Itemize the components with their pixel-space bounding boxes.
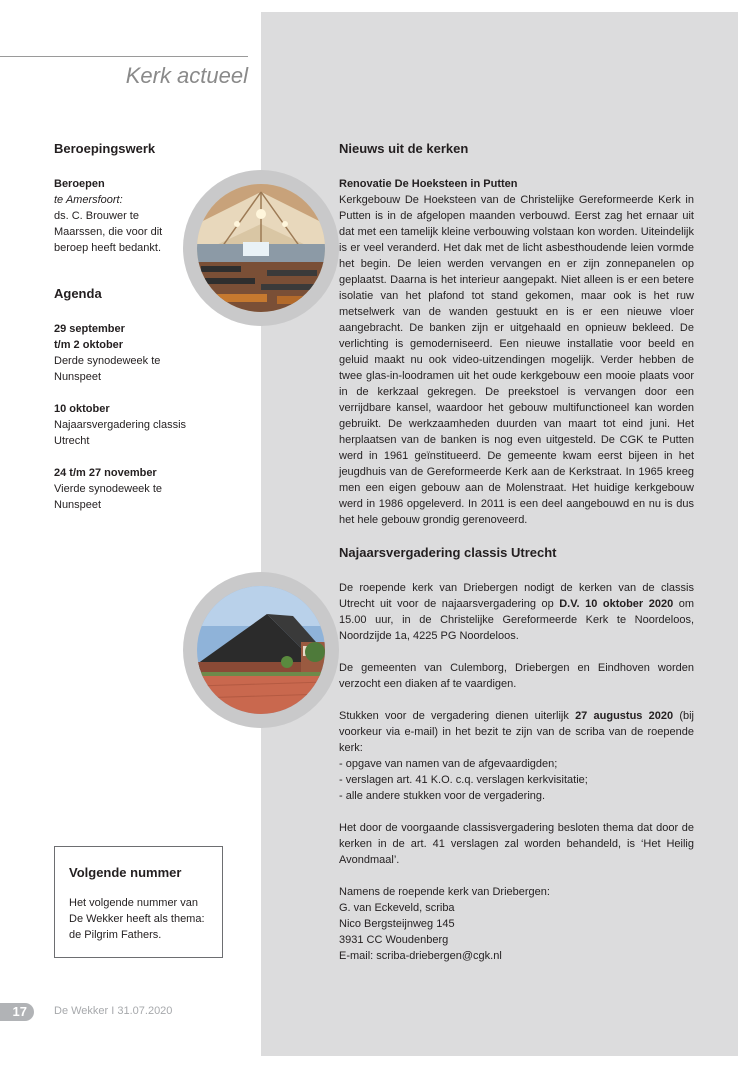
meeting-paragraph-1: De roepende kerk van Driebergen nodigt de kerken van de classis Utrecht uit voor de najaarsvergadering op D.V. 10 oktober 2020 om 15.00 uur, in de Christelijke Gereformeerde Kerk te Noordeloos, Noordzijde 1a, 4225 PG Noordeloos. xyxy=(339,582,694,642)
agenda-date: 24 t/m 27 november xyxy=(54,467,157,479)
signature-line: G. van Eckeveld, scriba xyxy=(339,902,455,914)
signature-block xyxy=(339,884,694,964)
agenda-item xyxy=(54,401,234,449)
church-exterior-photo xyxy=(197,586,325,714)
email-link[interactable]: E-mail: scriba-driebergen@cgk.nl xyxy=(339,950,502,962)
news-section xyxy=(339,141,694,528)
next-issue-line: Het volgende nummer van xyxy=(69,897,199,909)
agenda-item xyxy=(54,465,234,513)
beroepen-place: te Amersfoort: xyxy=(54,194,123,206)
next-issue-box xyxy=(54,846,223,958)
agenda-section xyxy=(54,286,234,513)
next-issue-line: de Pilgrim Fathers. xyxy=(69,929,162,941)
list-item: - verslagen art. 41 K.O. c.q. verslagen kerkvisitatie; xyxy=(339,774,588,786)
agenda-date: t/m 2 oktober xyxy=(54,339,124,351)
beroepingswerk-heading: Beroepingswerk xyxy=(54,141,156,156)
header-rule xyxy=(0,56,248,57)
agenda-date: 10 oktober xyxy=(54,403,110,415)
meeting-paragraph-2: De gemeenten van Culemborg, Driebergen en Eindhoven worden verzocht een diaken af te vaardigen. xyxy=(339,662,694,690)
agenda-text: Vierde synodeweek te xyxy=(54,483,163,495)
news-body: Kerkgebouw De Hoeksteen van de Christelijke Gereformeerde Kerk in Putten is in de afgelopen maanden verbouwd. Eerst zag het ernaar uit dat met een tamelijk kleine verbouwing volstaan kon worden. Uiteindelijk is er veel veranderd. Het dak met de licht asbesthoudende leien vormde het begin. De leien werden vervangen en er zijn zonnepanelen op geplaatst. Daarna is het interieur aangepakt. Niet alleen is er een betere isolatie van het plafond tot stand gekomen, maar ook is het ruw metselwerk van de wanden gestuukt en is er een nieuwe vloer aangebracht. De banken zijn er uitgehaald en opnieuw bekleed. De verlichting is gemoderniseerd. Een nieuwe installatie voor beeld en geluid maakt nu ook video-uitzendingen mogelijk. Verder hebben de twee glas-in-loodramen uit het oude kerkgebouw een mooie plaats voor in de kerkzaal gekregen. De preekstoel is vervangen door een verrijdbare kansel, waardoor het gebouw multifunctioneel kan worden gebruikt. De werkzaamheden duurden van maart tot eind juni. Het herplaatsen van de banken is nog even uitgesteld. De CGK te Putten werd in 1961 geïnstitueerd. De gemeente kwam eerst bijeen in het jeugdhuis van de Gereformeerde Kerk aan de Kerkstraat. In 1965 kreeg men een eigen gebouw aan de Molenstraat. Het huidige kerkgebouw werd in 1986 opgeleverd. In 2011 is een deel aangebouwd en nu is dus het hele gebouw grondig gerenoveerd. xyxy=(339,194,694,526)
news-heading: Nieuws uit de kerken xyxy=(339,141,469,156)
beroepen-label: Beroepen xyxy=(54,178,105,190)
agenda-item xyxy=(54,321,234,385)
list-item: - alle andere stukken voor de vergadering. xyxy=(339,790,546,802)
meeting-paragraph-3: Stukken voor de vergadering dienen uiterlijk 27 augustus 2020 (bij voorkeur via e-mail) in het bezit te zijn van de scriba van de roepende kerk: xyxy=(339,710,694,754)
agenda-text: Nunspeet xyxy=(54,371,102,383)
agenda-text: Derde synodeweek te xyxy=(54,355,161,367)
church-exterior-photo-frame xyxy=(183,572,339,728)
agenda-date: 29 september xyxy=(54,323,125,335)
list-item: - opgave van namen van de afgevaardigden; xyxy=(339,758,558,770)
meeting-heading: Najaarsvergadering classis Utrecht xyxy=(339,545,557,560)
news-subheading: Renovatie De Hoeksteen in Putten xyxy=(339,178,518,190)
beroepen-line: Maarssen, die voor dit xyxy=(54,226,163,238)
beroepen-line: ds. C. Brouwer te xyxy=(54,210,139,222)
meeting-date: D.V. 10 oktober 2020 xyxy=(559,598,674,610)
church-interior-photo-frame xyxy=(183,170,339,326)
next-issue-title: Volgende nummer xyxy=(69,865,182,880)
deadline-date: 27 augustus 2020 xyxy=(575,710,674,722)
section-title: Kerk actueel xyxy=(125,63,248,88)
page-number-badge: 17 xyxy=(0,1003,34,1021)
signature-line: Namens de roepende kerk van Driebergen: xyxy=(339,886,550,898)
meeting-section xyxy=(339,545,694,964)
footer-publication: De Wekker I 31.07.2020 xyxy=(54,1005,173,1017)
agenda-text: Najaarsvergadering classis xyxy=(54,419,187,431)
meeting-list xyxy=(339,756,694,804)
agenda-text: Utrecht xyxy=(54,435,90,447)
agenda-heading: Agenda xyxy=(54,286,102,301)
church-interior-photo xyxy=(197,184,325,312)
next-issue-line: De Wekker heeft als thema: xyxy=(69,913,205,925)
agenda-text: Nunspeet xyxy=(54,499,102,511)
beroepen-line: beroep heeft bedankt. xyxy=(54,242,162,254)
signature-line: Nico Bergsteijnweg 145 xyxy=(339,918,455,930)
signature-line: 3931 CC Woudenberg xyxy=(339,934,449,946)
meeting-paragraph-4: Het door de voorgaande classisvergadering besloten thema dat door de kerken in de art. 41 verslagen zal worden behandeld, is ‘Het Heilig Avondmaal’. xyxy=(339,822,694,866)
